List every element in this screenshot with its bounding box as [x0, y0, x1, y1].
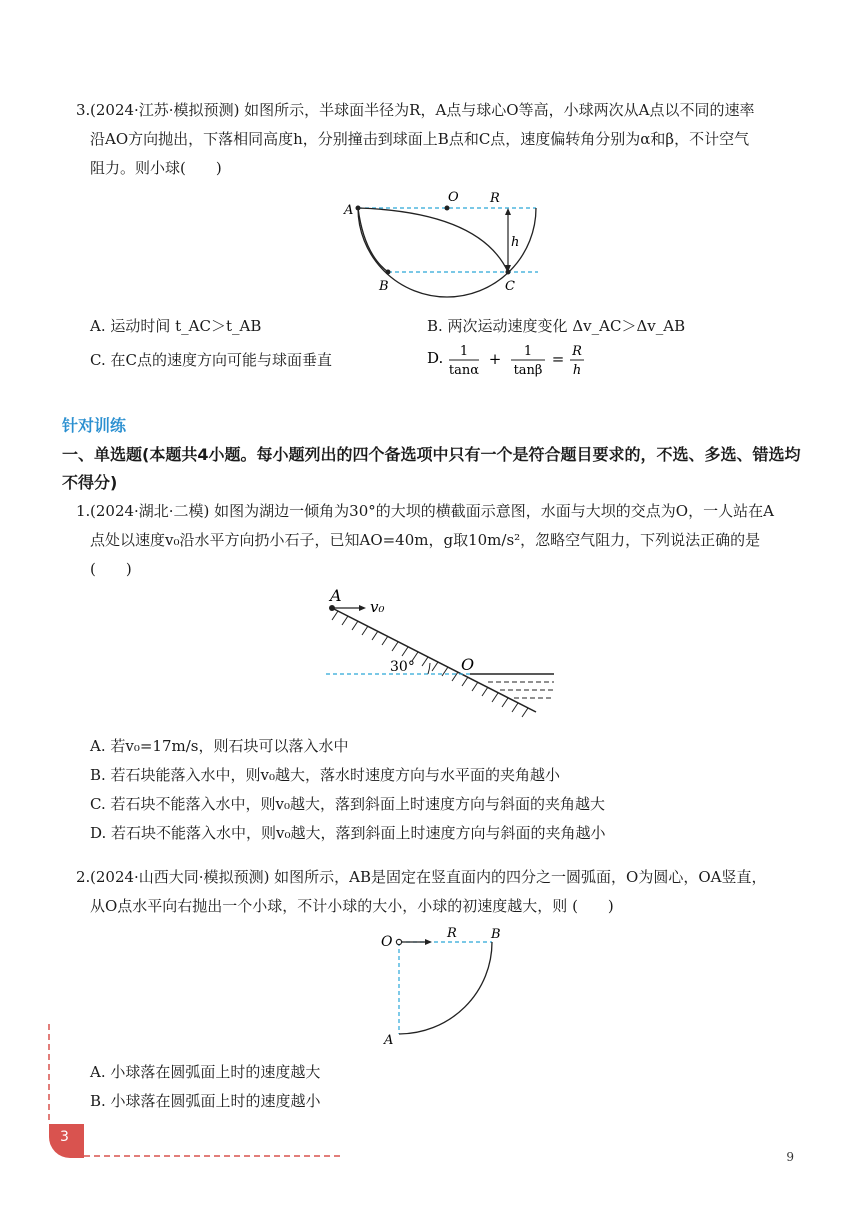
question-2: [76, 863, 802, 921]
denominator-1: tanα: [448, 363, 480, 378]
question-3: [76, 96, 802, 183]
water-lines: [488, 682, 554, 698]
question-line: ( ): [90, 560, 132, 578]
trajectory-ac: [358, 208, 508, 272]
quarter-arc-figure: [374, 922, 514, 1050]
arrow-head: [425, 939, 432, 945]
option-a: A. 小球落在圆弧面上时的速度越大: [90, 1063, 321, 1081]
section-heading: 一、单选题(本题共4小题。每小题列出的四个备选项中只有一个是符合题目要求的，不选、多选、错选均不得分): [62, 445, 801, 492]
numerator-2: 1: [523, 344, 533, 359]
option-d-formula: [427, 340, 597, 382]
equals-sign: =: [551, 350, 565, 368]
point-c: [506, 270, 511, 275]
label-h: h: [511, 235, 520, 250]
numerator-1: 1: [459, 344, 469, 359]
label-a: A: [330, 588, 342, 605]
label-o: O: [448, 190, 459, 205]
denominator-2: tanβ: [513, 363, 543, 378]
tab-number: 3: [60, 1129, 69, 1145]
label-b: B: [491, 927, 501, 942]
plus-sign: +: [488, 350, 502, 368]
question-line: 从O点水平向右抛出一个小球，不计小球的大小，小球的初速度越大，则 ( ): [90, 897, 614, 915]
question-line: (2024·山西大同·模拟预测) 如图所示，AB是固定在竖直面内的四分之一圆弧面，O为圆心，OA竖直，: [90, 868, 767, 886]
option-a: A. 若v₀=17m/s，则石块可以落入水中: [90, 737, 349, 755]
label-a: A: [384, 1033, 394, 1048]
question-line: (2024·江苏·模拟预测) 如图所示，半球面半径为R，A点与球心O等高，小球两次从A点以不同的速率: [90, 101, 755, 119]
page-number: 9: [786, 1150, 794, 1164]
label-o: O: [461, 655, 475, 674]
question-number: 1.: [76, 502, 91, 520]
point-a: [356, 206, 361, 211]
arrow-head-up: [505, 208, 511, 215]
point-b: [386, 270, 391, 275]
dam-figure: [318, 588, 568, 720]
option-c: C. 若石块不能落入水中，则v₀越大，落到斜面上时速度方向与斜面的夹角越大: [90, 795, 605, 813]
arrow-head: [359, 605, 366, 611]
option-b: B. 小球落在圆弧面上时的速度越小: [90, 1092, 321, 1110]
angle-arc: [428, 663, 430, 674]
question-1: [76, 497, 802, 584]
question-line: 点处以速度v₀沿水平方向扔小石子，已知AO=40m，g取10m/s²，忽略空气阻力，下列说法正确的是: [90, 531, 761, 549]
trajectory-ab: [358, 208, 388, 272]
question-number: 3.: [76, 101, 91, 119]
dam-slope: [332, 608, 536, 712]
label-a: A: [344, 203, 354, 218]
label-b: B: [379, 279, 389, 294]
point-o: [445, 206, 450, 211]
point-o: [396, 939, 401, 944]
label-r: R: [447, 926, 457, 941]
label-c: C: [505, 279, 515, 294]
option-b: B. 若石块能落入水中，则v₀越大，落水时速度方向与水平面的夹角越小: [90, 766, 561, 784]
question-line: 阻力。则小球( ): [90, 159, 222, 177]
option-d: D. 若石块不能落入水中，则v₀越大，落到斜面上时速度方向与斜面的夹角越小: [90, 824, 606, 842]
label-v0: v₀: [370, 598, 385, 616]
label-angle: 30°: [390, 659, 415, 675]
question-line: (2024·湖北·二模) 如图为湖边一倾角为30°的大坝的横截面示意图，水面与大坝的交点为O，一人站在A: [90, 502, 774, 520]
section-title: 针对训练: [62, 416, 127, 435]
question-line: 沿AO方向抛出，下落相同高度h，分别撞击到球面上B点和C点，速度偏转角分别为α和β，不计空气: [90, 130, 750, 148]
question-number: 2.: [76, 868, 91, 886]
denominator-3: h: [572, 363, 582, 378]
hemisphere-figure: [330, 184, 560, 299]
option-c: C. 在C点的速度方向可能与球面垂直: [90, 351, 332, 369]
option-a: A. 运动时间 t_AC＞t_AB: [90, 317, 262, 335]
option-d-prefix: D.: [427, 349, 444, 367]
option-b: B. 两次运动速度变化 Δv_AC＞Δv_AB: [427, 317, 686, 335]
quarter-arc: [399, 942, 492, 1034]
label-o: O: [381, 934, 393, 950]
label-r: R: [490, 191, 500, 206]
numerator-3: R: [572, 344, 582, 359]
